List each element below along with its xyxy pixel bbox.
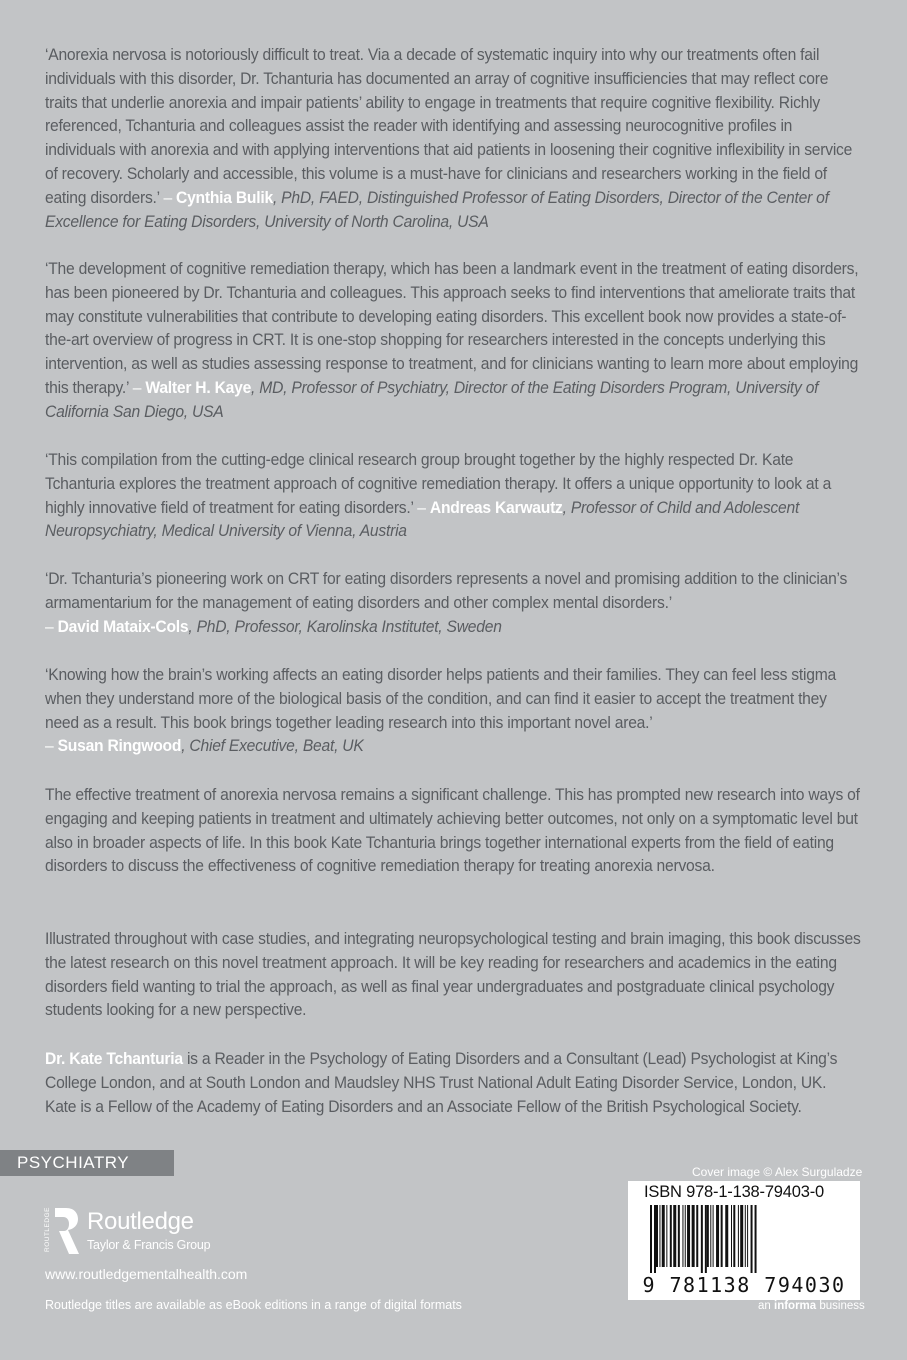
description-paragraph-1 [45, 784, 861, 879]
barcode-bar [738, 1205, 739, 1267]
endorsement-mataix-cols [45, 568, 861, 639]
author-bio-text: is a Reader in the Psychology of Eating Disorders and a Consultant (Lead) Psychologist at King’s College London, and at South London and Maudsley NHS Trust National Adult Eating Disorder Service, London, UK. Kate is a Fellow of the Academy of Eating Disorders and an Associate Fellow of the British Psychological Society. [45, 1050, 838, 1116]
barcode-bar [656, 1205, 658, 1267]
routledge-logo-icon [42, 1206, 82, 1256]
endorser-name: Andreas Karwautz [429, 498, 563, 517]
endorsement-ringwood [45, 664, 861, 759]
barcode-guard-bar [654, 1205, 656, 1273]
barcode-bar [670, 1205, 672, 1267]
endorsement-dash: – [413, 498, 430, 517]
barcode-bar [685, 1205, 686, 1267]
barcode-bar [721, 1205, 723, 1267]
barcode-bar [740, 1205, 743, 1267]
barcode-bar [687, 1205, 690, 1267]
publisher-group: Taylor & Francis Group [87, 1238, 211, 1252]
informa-brand: informa [774, 1300, 817, 1312]
author-name: Dr. Kate Tchanturia [45, 1050, 183, 1068]
ebook-note: Routledge titles are available as eBook editions in a range of digital formats [45, 1298, 462, 1312]
barcode-bar [745, 1205, 746, 1267]
barcode-bar [747, 1205, 748, 1267]
publisher-logo [42, 1206, 242, 1258]
description-paragraph-2 [45, 928, 861, 1023]
barcode-bar [666, 1205, 667, 1267]
endorsement-karwautz [45, 449, 861, 544]
endorser-name: Walter H. Kaye [145, 378, 252, 397]
endorser-credentials: , Chief Executive, Beat, UK [181, 737, 364, 756]
endorsement-text: ‘Anorexia nervosa is notoriously difficult to treat. Via a decade of systematic inquiry into why our treatments often fail individuals with this disorder, Dr. Tchanturia has documented an array of cognitive insufficiencies that may reflect core traits that underlie anorexia and impair patients’ ability to engage in treatments that require cognitive flexibility. Richly referenced, Tchanturia and colleagues assist the reader with identifying and assessing neurocognitive profiles in individuals with anorexia and with applying interventions that aid patients in loosening their cognitive inflexibility in service of recovery. Scholarly and accessible, this volume is a must-have for clinicians and researchers working in the field of eating disorders.’ [45, 46, 853, 207]
endorsement-kaye [45, 258, 861, 425]
informa-business-mark [758, 1300, 865, 1312]
barcode-bar [731, 1205, 732, 1267]
barcode-bar [716, 1205, 719, 1267]
barcode-bar [710, 1205, 711, 1267]
barcode-digits: 9 781138 794030 [642, 1273, 846, 1297]
barcode-guard-bar [701, 1205, 703, 1273]
barcode-bar [678, 1205, 680, 1267]
endorsement-text: ‘The development of cognitive remediation therapy, which has been a landmark event in the treatment of eating disorders, has been pioneered by Dr. Tchanturia and colleagues. This approach seeks to find interventions that ameliorate traits that may constitute vulnerabilities that contribute to developing eating disorders. This excellent book now provides a state-of-the-art overview of progress in CRT. It is one-stop shopping for researchers interested in the concepts underlying this intervention, as well as studies assessing response to treatment, and for clinicians wanting to learn more about employing this therapy.’ [45, 260, 859, 397]
endorser-credentials: , PhD, FAED, Distinguished Professor of Eating Disorders, Director of the Center of Excellence for Eating Disorders, University of North Carolina, USA [45, 188, 829, 231]
endorser-name: David Mataix-Cols [57, 617, 189, 636]
author-bio [45, 1048, 861, 1119]
barcode-bar [725, 1205, 728, 1267]
endorsement-dash: – [45, 737, 58, 756]
endorsement-bulik [45, 44, 861, 234]
barcode-bar [673, 1205, 676, 1267]
barcode-bar [682, 1205, 683, 1267]
barcode-bar [713, 1205, 714, 1267]
publisher-name: Routledge [87, 1208, 194, 1235]
publisher-website[interactable]: www.routledgementalhealth.com [45, 1266, 248, 1282]
endorsement-text: ‘Knowing how the brain’s working affects an eating disorder helps patients and their families. They can feel less stigma when they understand more of the biological basis of the condition, and can find it easier to accept the treatment they need as a result. This book brings together leading research into this important novel area.’ [45, 666, 836, 732]
barcode-guard-bar [650, 1205, 652, 1273]
endorser-name: Susan Ringwood [57, 737, 182, 756]
category-label: PSYCHIATRY [0, 1150, 174, 1176]
barcode-bar [707, 1205, 709, 1267]
barcode-panel [628, 1181, 860, 1300]
endorser-name: Cynthia Bulik [176, 188, 273, 207]
endorser-credentials: , PhD, Professor, Karolinska Institutet, Sweden [188, 617, 502, 636]
informa-suffix: business [816, 1300, 865, 1312]
barcode-guard-bar [705, 1205, 707, 1273]
barcode-icon [636, 1205, 852, 1273]
logo-vertical-text: ROUTLEDGE [44, 1207, 51, 1252]
endorsement-text: ‘Dr. Tchanturia’s pioneering work on CRT for eating disorders represents a novel and promising addition to the clinician’s armamentarium for the management of eating disorders and other complex mental disorders.’ [45, 570, 848, 612]
endorser-credentials: , Professor of Child and Adolescent Neuropsychiatry, Medical University of Vienna, Austria [45, 498, 800, 541]
description-text: Illustrated throughout with case studies, and integrating neuropsychological testing and brain imaging, this book discusses the latest research on this novel treatment approach. It will be key reading for researchers and academics in the eating disorders field wanting to trial the approach, as well as final year undergraduates and postgraduate clinical psychology students looking for a new perspective. [45, 930, 861, 1020]
barcode-bar [692, 1205, 695, 1267]
barcode-guard-bar [755, 1205, 757, 1273]
description-text: The effective treatment of anorexia nervosa remains a significant challenge. This has prompted new research into ways of engaging and keeping patients in treatment and ultimately achieving better outcomes, not only on a symptomatic level but also in broader aspects of life. In this book Kate Tchanturia brings together international experts from the field of eating disorders to discuss the effectiveness of cognitive remediation therapy for treating anorexia nervosa. [45, 786, 860, 876]
endorsement-dash: – [159, 188, 177, 207]
isbn-label: ISBN 978-1-138-79403-0 [644, 1183, 824, 1201]
endorsement-dash: – [128, 378, 146, 397]
barcode-bar [659, 1205, 660, 1267]
barcode-bar [662, 1205, 665, 1267]
endorsement-text: ‘This compilation from the cutting-edge clinical research group brought together by the highly respected Dr. Kate Tchanturia explores the treatment approach of cognitive remediation therapy. It offers a unique opportunity to look at a highly innovative field of treatment for eating disorders.’ [45, 451, 832, 517]
endorsement-dash: – [45, 617, 58, 636]
barcode-bar [696, 1205, 698, 1267]
barcode-bar [733, 1205, 735, 1267]
endorser-credentials: , MD, Professor of Psychiatry, Director of the Eating Disorders Program, University of California San Diego, USA [45, 378, 819, 421]
informa-prefix: an [758, 1300, 774, 1312]
cover-image-credit: Cover image © Alex Surguladze [692, 1165, 863, 1179]
barcode-guard-bar [751, 1205, 753, 1273]
